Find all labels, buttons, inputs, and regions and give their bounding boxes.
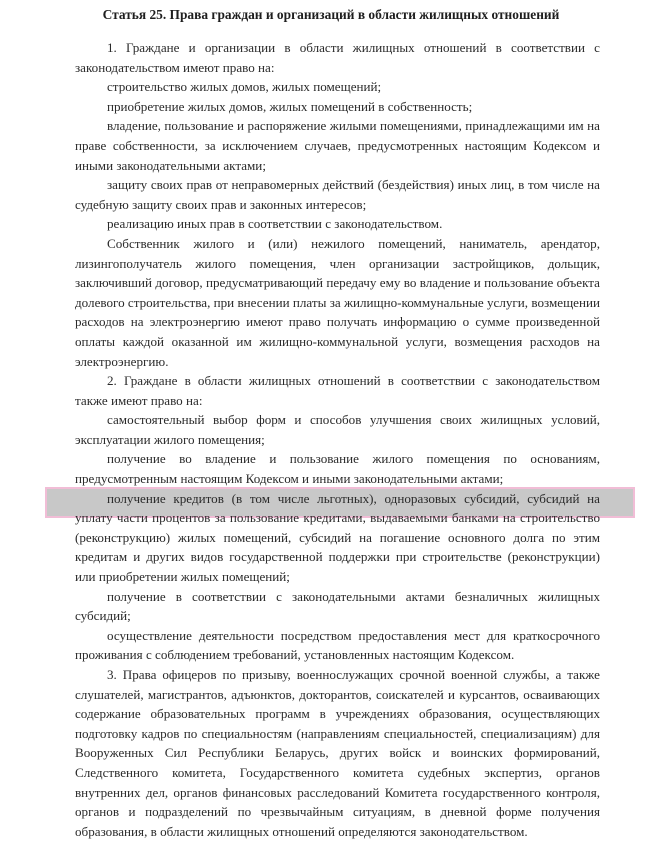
article-body [75, 38, 600, 841]
paragraph-other-rights: реализацию иных прав в соответствии с законодательством. [107, 216, 443, 232]
paragraph-owner-information: Собственник жилого и (или) нежилого помещений, наниматель, арендатор, лизингополучатель жилого помещения, член организации застройщиков, дольщик, заключивший договор, предусматривающий передачу ему во владение и пользование объекта долевого строительства, при внесении платы за жилищно-коммунальные услуги, возмещении расходов на электроэнергию имеют право получать информацию о сумме произведенной оплаты каждой оказанной им жилищно-коммунальной услуги, возмещения расходов на электроэнергию. [75, 235, 600, 369]
paragraph-construction: строительство жилых домов, жилых помещений; [107, 79, 382, 95]
paragraph-ownership: владение, пользование и распоряжение жилыми помещениями, принадлежащими им на праве собственности, за исключением случаев, предусмотренных настоящим Кодексом и иными законодательными актами; [75, 118, 600, 173]
paragraph-credits: получение кредитов (в том числе льготных), одноразовых субсидий, субсидий на уплату части процентов за пользование кредитами, выдаваемыми банками на строительство (реконструкцию) жилых помещений, субсидий на погашение основного долга по этим кредитам и других видов государственной поддержки при строительстве (реконструкции) или приобретении жилых помещений; [75, 490, 600, 585]
paragraph-protection: защиту своих прав от неправомерных действий (бездействия) иных лиц, в том числе на судебную защиту своих прав и законных интересов; [75, 177, 600, 212]
paragraph-choice-of-forms: самостоятельный выбор форм и способов улучшения своих жилищных условий, эксплуатации жилого помещения; [75, 412, 600, 447]
paragraph-short-term-accommodation-highlighted: осуществление деятельности посредством предоставления мест для краткосрочного проживания с соблюдением требований, установленных настоящим Кодексом. [75, 627, 600, 663]
paragraph-subsidies: получение в соответствии с законодательными актами безналичных жилищных субсидий; [75, 588, 600, 624]
paragraph-possession: получение во владение и пользование жилого помещения по основаниям, предусмотренным настоящим Кодексом и иными законодательными актами; [75, 451, 600, 487]
paragraph-clause-2-intro: 2. Граждане в области жилищных отношений в соответствии с законодательством также имеют право на: [75, 373, 600, 408]
paragraph-acquisition: приобретение жилых домов, жилых помещений в собственность; [107, 98, 473, 114]
paragraph-clause-1-intro: 1. Граждане и организации в области жилищных отношений в соответствии с законодательством имеют право на: [75, 40, 600, 75]
article-title: Статья 25. Права граждан и организаций в области жилищных отношений [102, 7, 560, 22]
paragraph-clause-3: 3. Права офицеров по призыву, военнослужащих срочной военной службы, а также слушателей, магистрантов, адъюнктов, докторантов, соискателей и курсантов, осваивающих содержание образовательных программ в учреждениях образования, осуществляющих подготовку кадров по специальностям (направлениям специальностей, специализациям) для Вооруженных Сил Республики Беларусь, других войск и воинских формирований, Следственного комитета, Государственного комитета судебных экспертиз, органов внутренних дел, органов финансовых расследований Комитета государственного контроля, органов и подразделений по чрезвычайным ситуациям, в дневной форме получения образования, в области жилищных отношений определяются законодательством. [75, 667, 600, 839]
